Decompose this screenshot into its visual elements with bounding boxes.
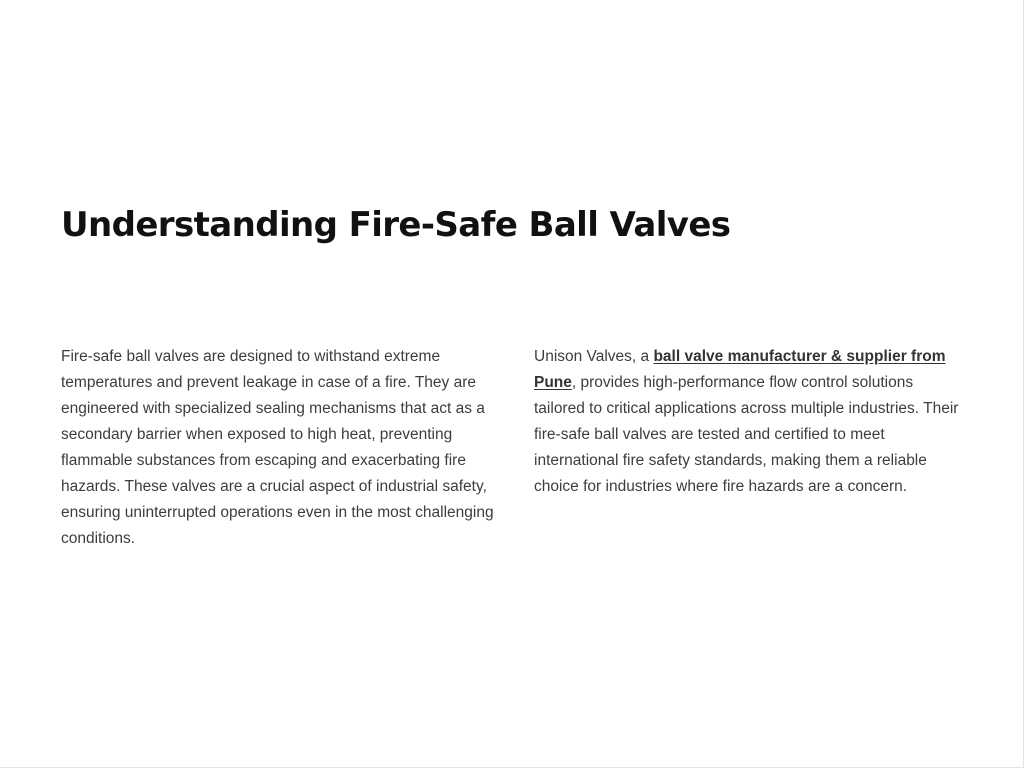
manufacturer-link[interactable]: ball valve manufacturer & supplier from Pune <box>534 348 946 391</box>
right-paragraph-intro: Unison Valves, a <box>534 348 654 365</box>
page-title: Understanding Fire-Safe Ball Valves <box>61 205 731 245</box>
right-paragraph <box>534 344 968 500</box>
right-paragraph-body: , provides high-performance flow control solutions tailored to critical applications across multiple industries. Their fire-safe ball valves are tested and certified to meet international fire safety standards, making them a reliable choice for industries where fire hazards are a concern. <box>534 374 959 495</box>
left-paragraph: Fire-safe ball valves are designed to withstand extreme temperatures and prevent leakage in case of a fire. They are engineered with specialized sealing mechanisms that act as a secondary barrier when exposed to high heat, preventing flammable substances from escaping and exacerbating fire hazards. These valves are a crucial aspect of industrial safety, ensuring uninterrupted operations even in the most challenging conditions. <box>61 348 494 547</box>
